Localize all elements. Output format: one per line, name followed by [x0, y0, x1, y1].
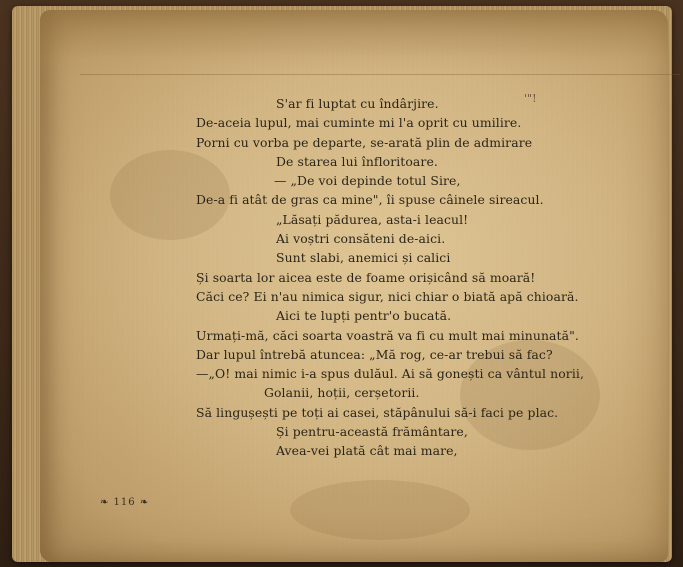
- corner-mark: '"!: [524, 92, 537, 105]
- poem-line: Căci ce? Ei n'au nimica sigur, nici chiar o biată apă chioară.: [196, 288, 579, 304]
- page-fold-line: [80, 48, 680, 75]
- poem-line: Porni cu vorba pe departe, se-arată plin de admirare: [196, 134, 533, 150]
- poem-line: Și soarta lor aicea este de foame orișicând să moară!: [196, 269, 536, 285]
- poem-line: Aici te lupți pentr'o bucată.: [276, 308, 452, 324]
- paper-stain: [290, 480, 470, 540]
- poem-line: „Lăsați pădurea, asta-i leacul!: [276, 211, 469, 227]
- poem-line: Golanii, hoții, cerșetorii.: [264, 385, 420, 401]
- poem-line: —„O! mai nimic i-a spus dulăul. Ai să gonești ca vântul norii,: [196, 366, 584, 382]
- poem-text-block: [196, 94, 584, 461]
- poem-line: Și pentru-această frământare,: [276, 424, 468, 440]
- poem-line: Sunt slabi, anemici și calici: [276, 250, 451, 266]
- page-number: ❧ 116 ❧: [100, 497, 150, 508]
- poem-line: Dar lupul întrebă atuncea: „Mă rog, ce-ar trebui să fac?: [196, 346, 553, 362]
- poem-line: Să lingușești pe toți ai casei, stăpânului să-i faci pe plac.: [196, 404, 559, 420]
- poem-line: Urmați-mă, căci soarta voastră va fi cu mult mai minunată".: [196, 327, 579, 343]
- poem-line: S'ar fi luptat cu îndârjire.: [276, 96, 439, 111]
- poem-line: — „De voi depinde totul Sire,: [274, 173, 461, 189]
- poem-line: De starea lui înfloritoare.: [276, 153, 438, 169]
- poem-line: Ai voștri consăteni de-aici.: [276, 231, 446, 247]
- poem-line: Avea-vei plată cât mai mare,: [276, 443, 458, 459]
- poem-line: De-a fi atât de gras ca mine", îi spuse câinele sireacul.: [196, 192, 544, 208]
- poem-line: De-aceia lupul, mai cuminte mi l'a oprit cu umilire.: [196, 115, 522, 131]
